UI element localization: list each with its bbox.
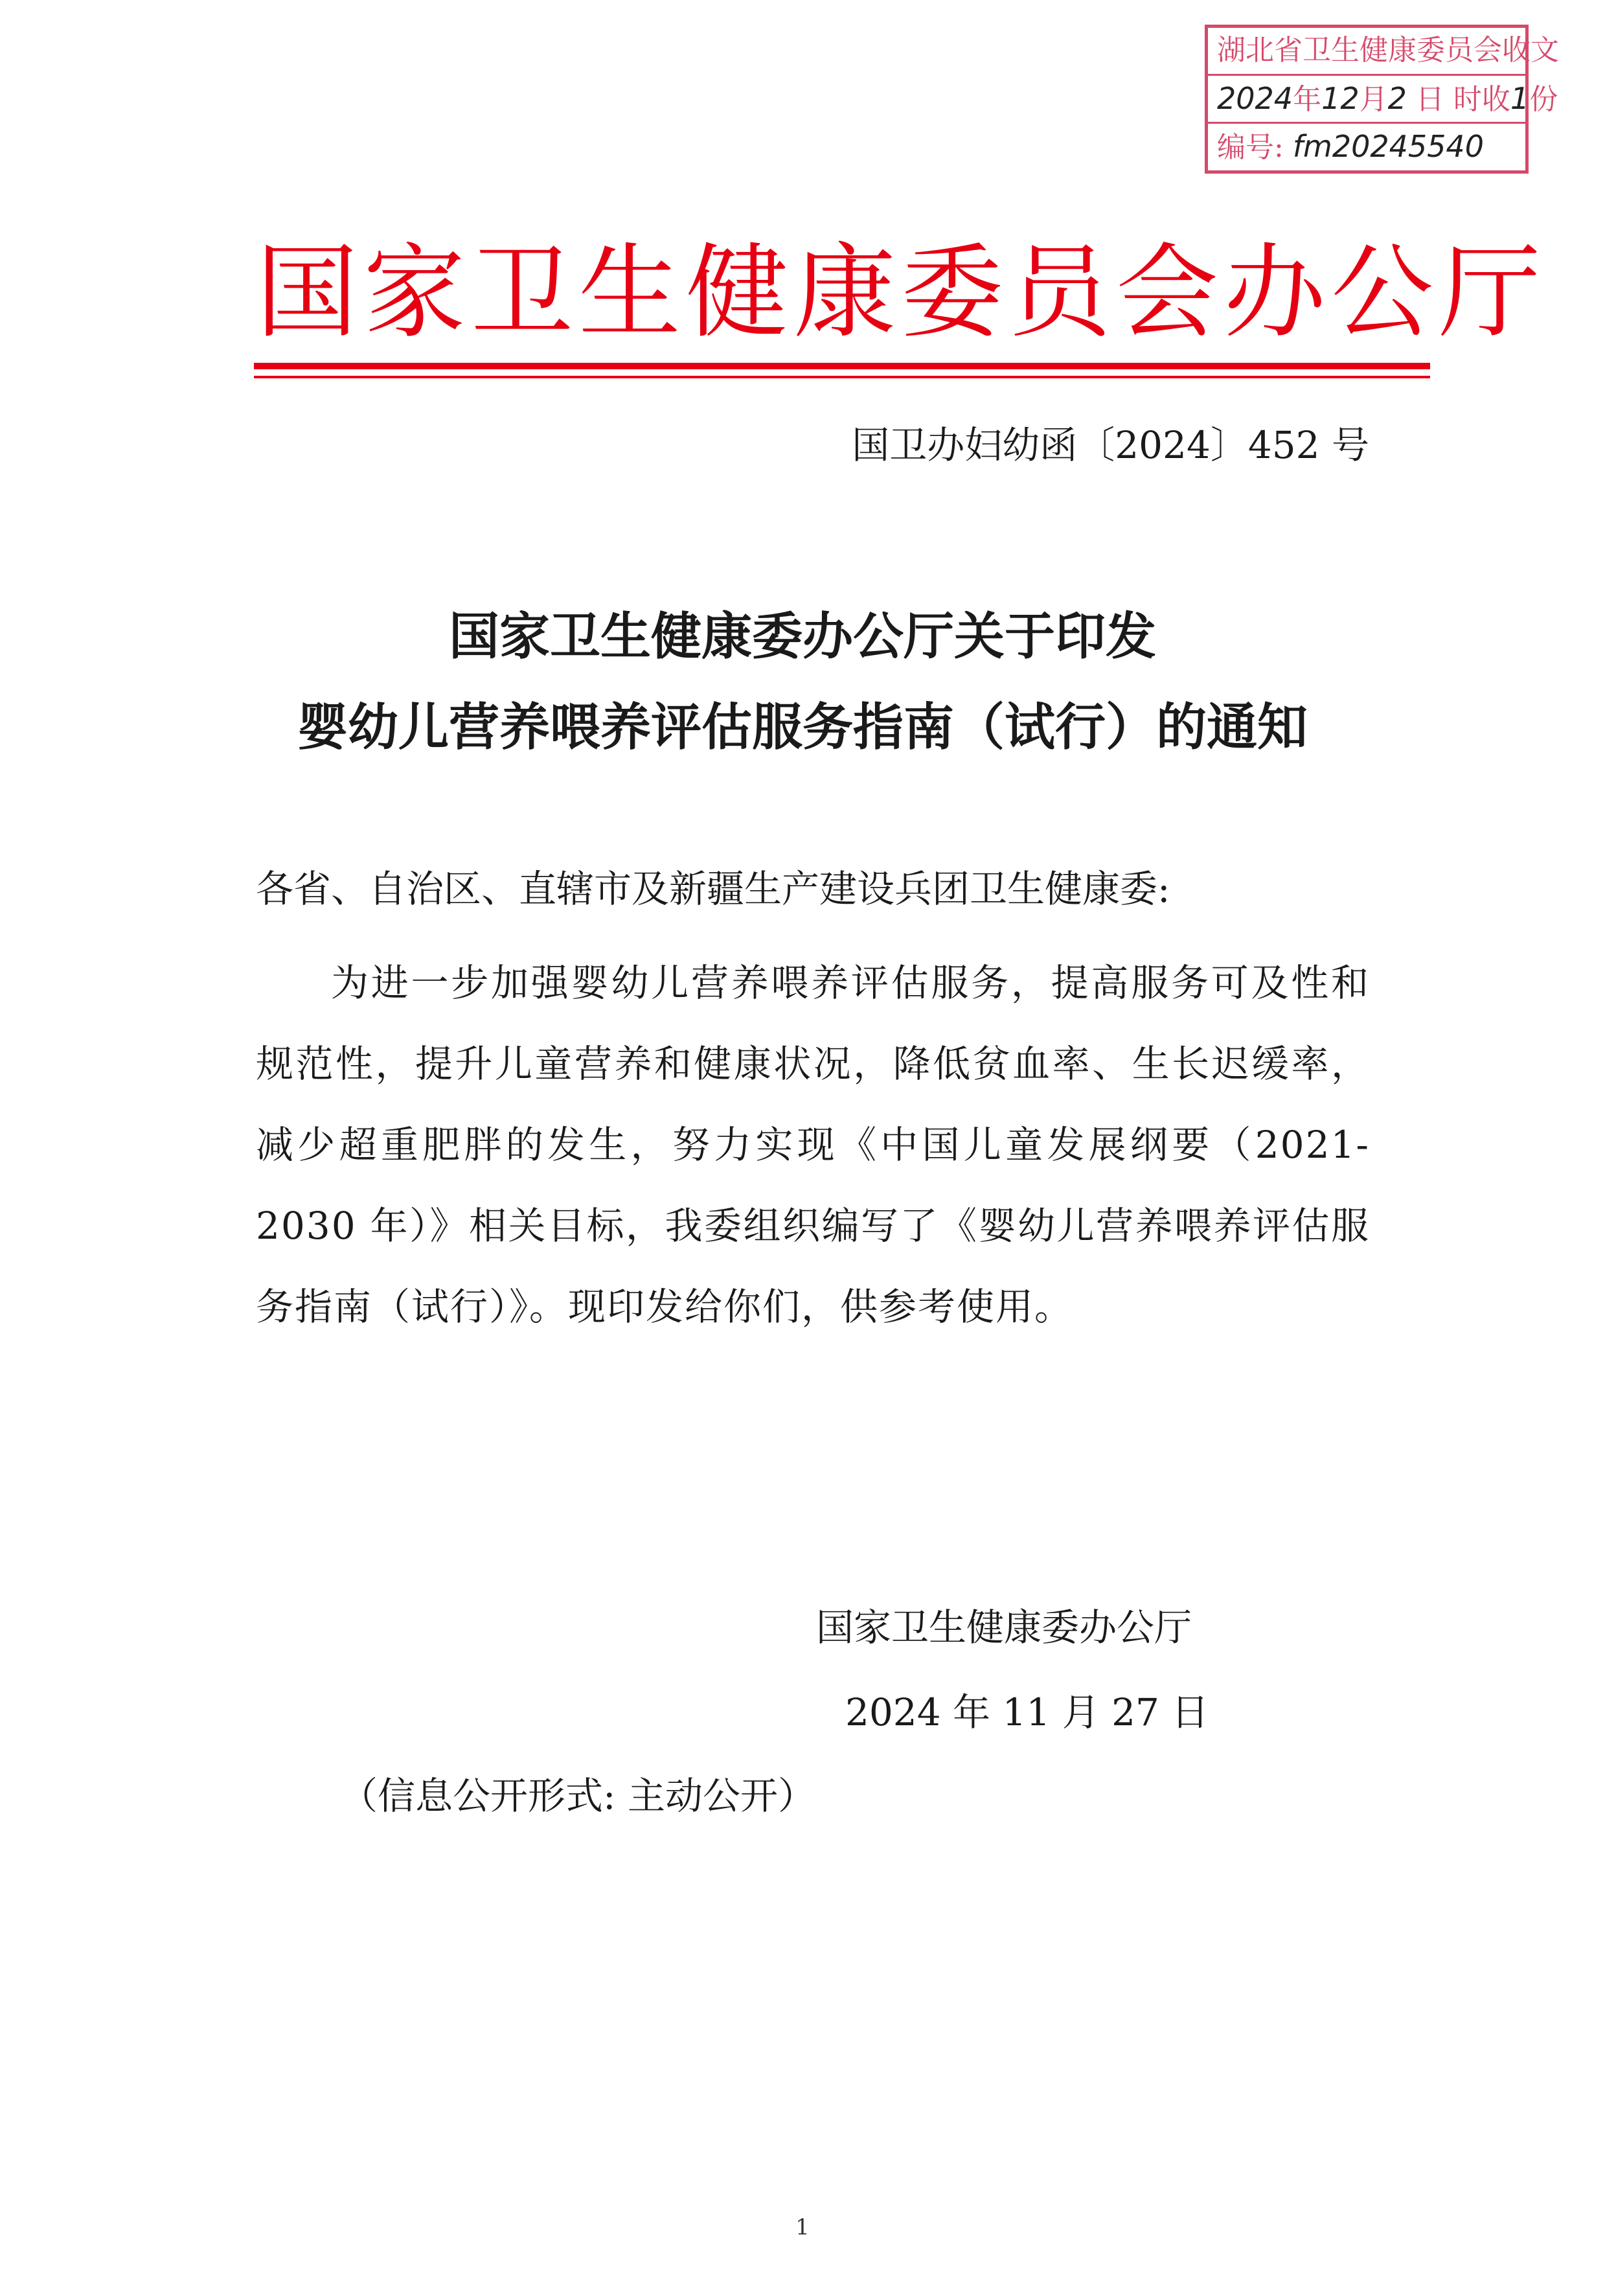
stamp-day-unit: 日: [1415, 83, 1444, 116]
stamp-count-value: 1: [1510, 81, 1530, 116]
stamp-day: 2: [1387, 81, 1407, 116]
stamp-count-label: 时收: [1453, 83, 1510, 116]
stamp-year-unit: 年: [1293, 83, 1322, 116]
stamp-org: 湖北省卫生健康委员会收文: [1217, 34, 1559, 67]
stamp-month: 12: [1321, 81, 1360, 116]
stamp-count-unit: 份: [1529, 83, 1558, 116]
body-paragraph: 为进一步加强婴幼儿营养喂养评估服务，提高服务可及性和规范性，提升儿童营养和健康状况，降低贫血率、生长迟缓率，减少超重肥胖的发生，努力实现《中国儿童发展纲要（2021-2030 年）》相关目标，我委组织编写了《婴幼儿营养喂养评估服务指南（试行）》。现印发给你们，供参考使用。: [256, 961, 1370, 1329]
stamp-year: 2024: [1217, 81, 1293, 116]
disclosure-note: （信息公开形式: 主动公开）: [340, 1774, 815, 1818]
addressee: 各省、自治区、直辖市及新疆生产建设兵团卫生健康委:: [256, 867, 1170, 911]
issuer-signature: 国家卫生健康委办公厅: [816, 1605, 1192, 1649]
document-number: 国卫办妇幼函〔2024〕452 号: [852, 423, 1369, 467]
document-title-line-1: 国家卫生健康委办公厅关于印发: [448, 608, 1156, 666]
stamp-number-row: [1208, 124, 1525, 172]
stamp-date-row: [1208, 76, 1558, 124]
masthead-rule-thin: [254, 376, 1430, 378]
stamp-month-unit: 月: [1359, 83, 1388, 116]
issue-date: 2024 年 11 月 27 日: [845, 1690, 1209, 1734]
document-title-line-2: 婴幼儿营养喂养评估服务指南（试行）的通知: [297, 698, 1308, 757]
masthead-rule-thick: [254, 363, 1430, 369]
page-number: 1: [795, 2214, 810, 2240]
masthead: 国家卫生健康委员会办公厅: [256, 233, 1546, 352]
receipt-stamp: [1205, 25, 1559, 174]
stamp-number-value: fm20245540: [1292, 129, 1484, 164]
stamp-org-row: [1208, 28, 1559, 76]
stamp-number-label: 编号:: [1217, 131, 1284, 164]
